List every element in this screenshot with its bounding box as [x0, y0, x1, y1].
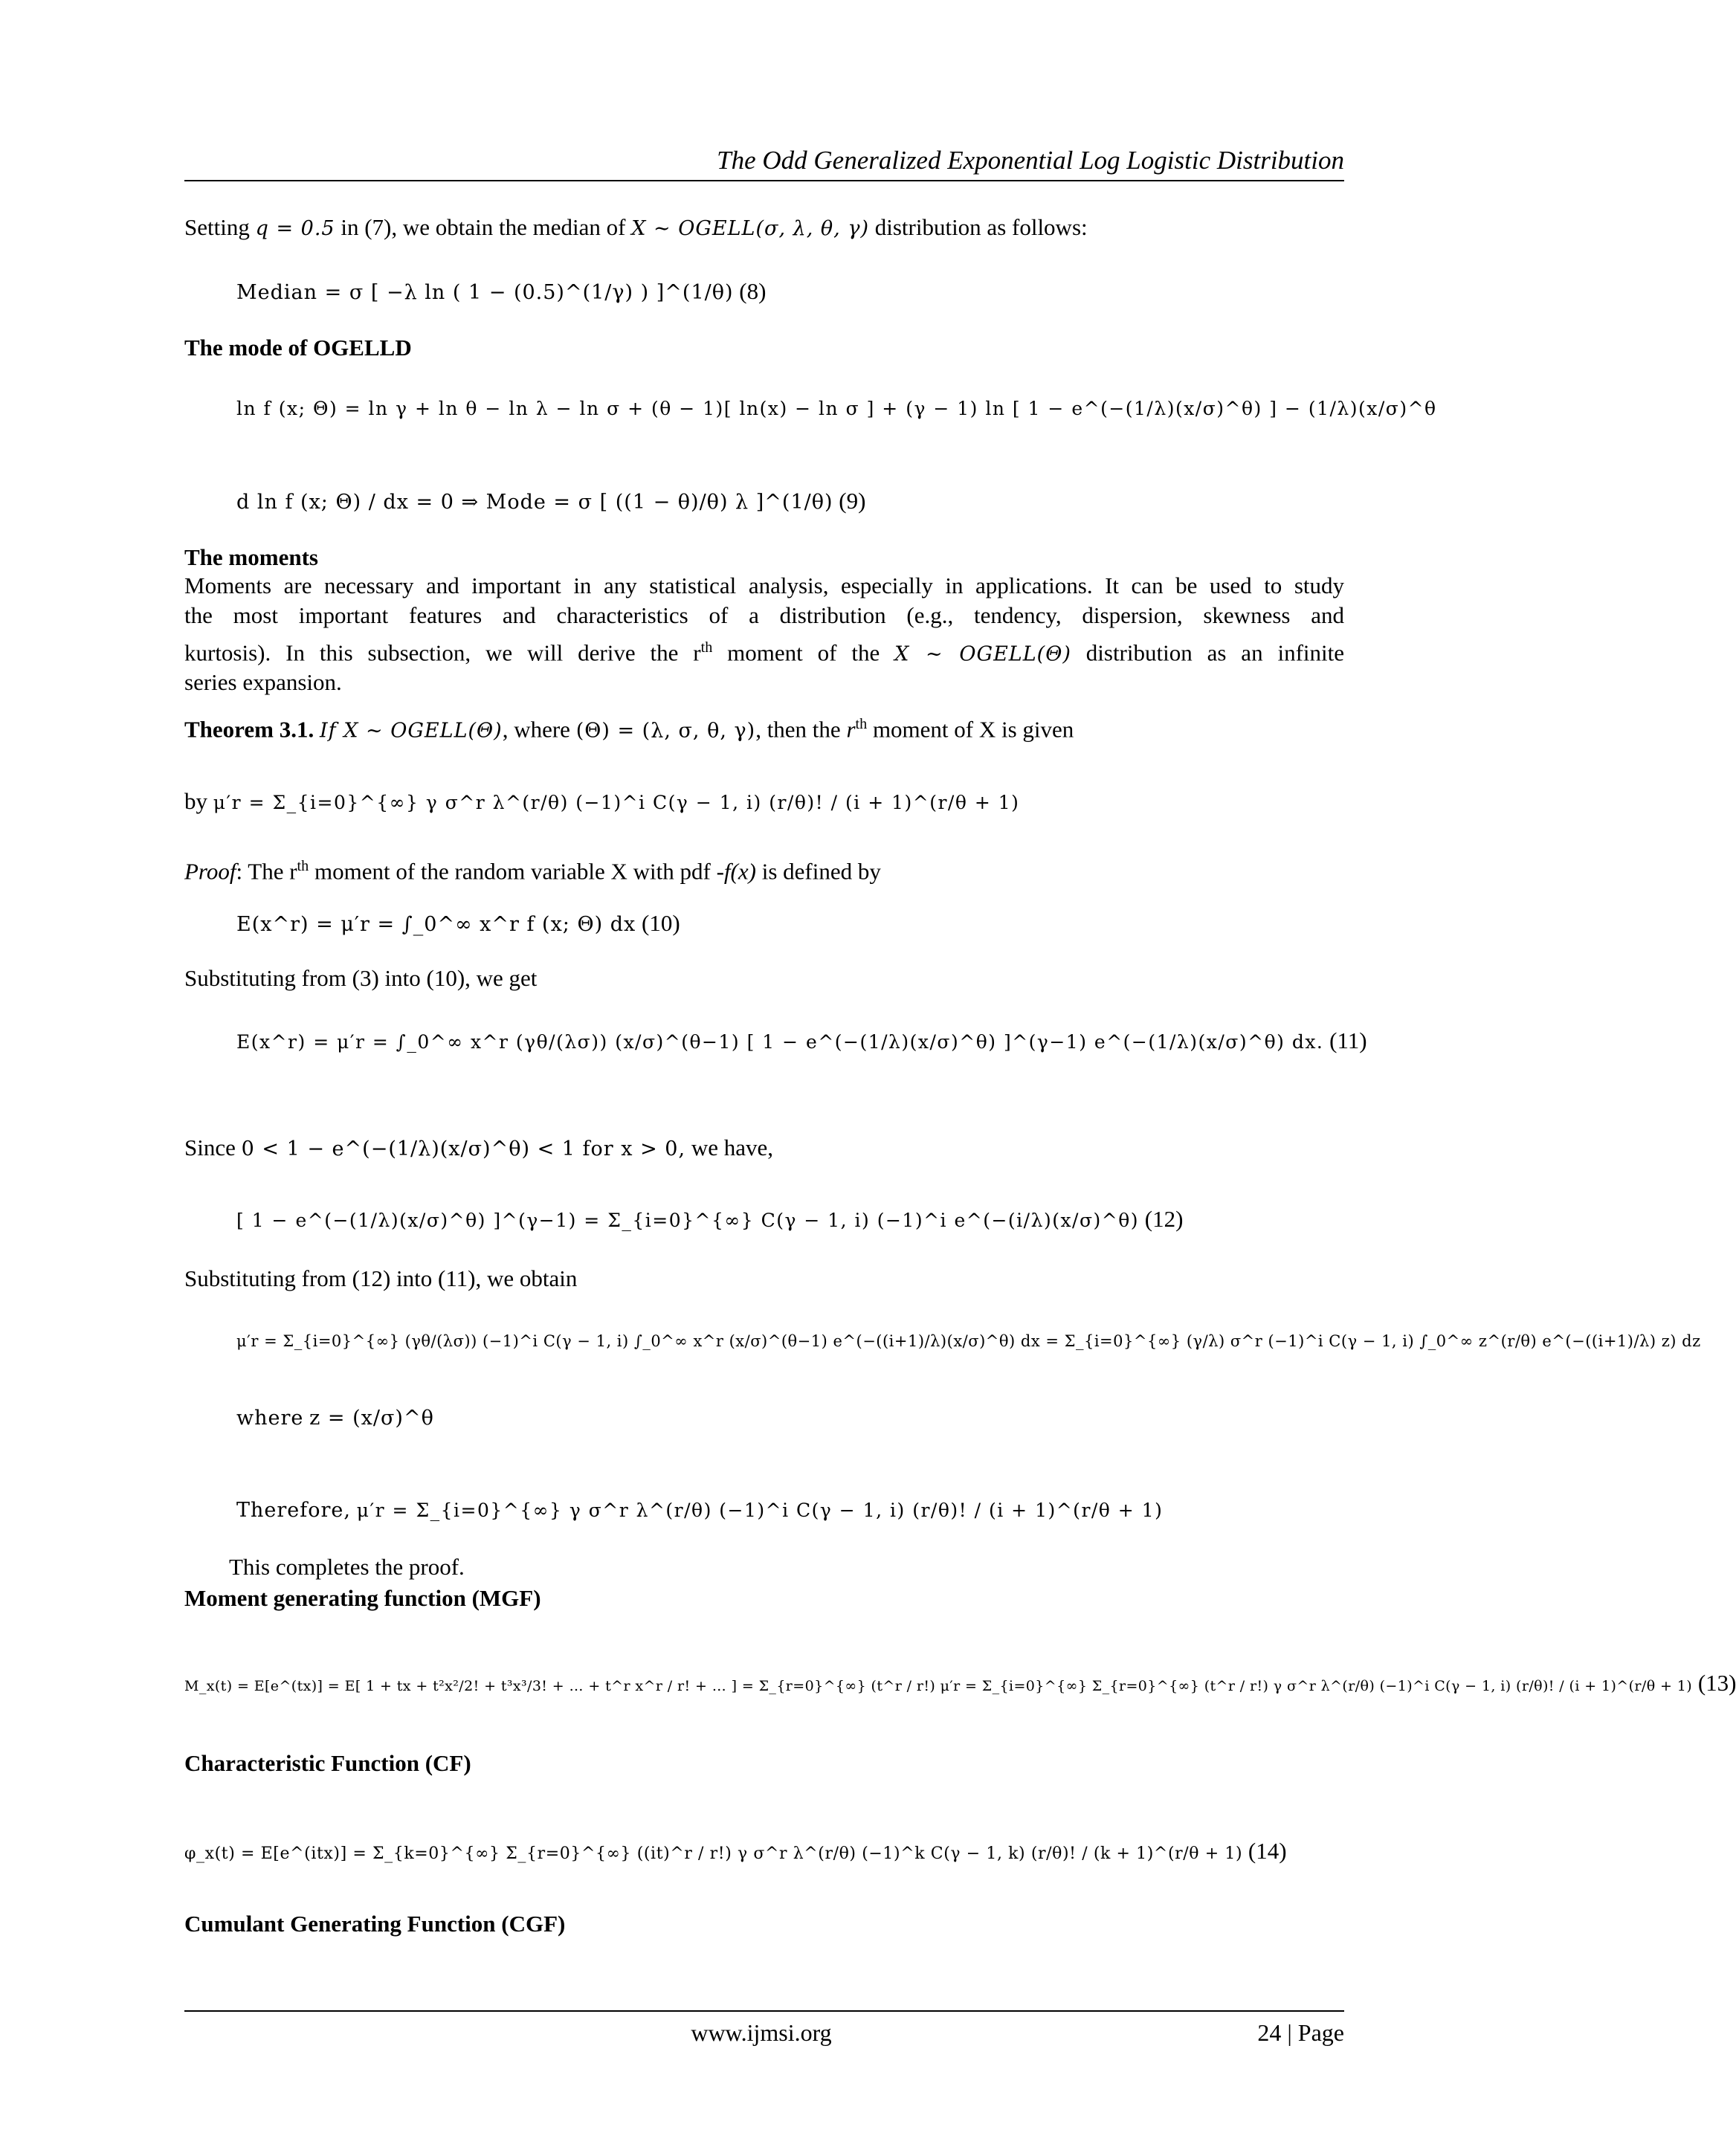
equation-number-9: (9) [839, 488, 866, 514]
proof-end: This completes the proof. [229, 1554, 465, 1580]
moments-para-3-sup: th [700, 639, 713, 656]
mgf-heading: Moment generating function (MGF) [184, 1585, 541, 1611]
equation-number-13: (13) [1697, 1670, 1736, 1696]
since-lead: Since [184, 1134, 236, 1161]
equation-13 [184, 1668, 1736, 1701]
mode-heading: The mode of OGELLD [184, 335, 412, 361]
theorem-statement [184, 709, 1344, 746]
substitution-12-11: Substituting from (12) into (11), we obtain [184, 1265, 578, 1291]
moments-para-3a: kurtosis). In this subsection, we will derive the r [184, 639, 701, 666]
moments-para-3c: distribution as an infinite [1085, 639, 1344, 666]
theorem-where: , where [502, 716, 570, 743]
equation-12-expr: [ 1 − e^(−(1/λ)(x/σ)^θ) ]^(γ−1) = Σ_{i=0}^{∞} C(γ − 1, i) (−1)^i e^(−(i/λ)(x/σ)^θ) [236, 1210, 1140, 1231]
equation-number-11: (11) [1329, 1027, 1367, 1053]
mode-equation-expr: d ln f (x; Θ) / dx = 0 ⇒ Mode = σ [ ((1 − θ)/θ) λ ]^(1/θ) [236, 491, 833, 514]
footer-rule [184, 2010, 1344, 2012]
median-dist-expr: X ∼ OGELL(σ, λ, θ, γ) [631, 217, 869, 240]
where-expr: z = (x/σ)^θ [309, 1407, 434, 1430]
moments-para-line-1: Moments are necessary and important in any statistical analysis, especially in applications. It can be used to study [184, 572, 1344, 598]
moments-para-3-expr: X ∼ OGELL(Θ) [894, 642, 1071, 666]
moments-heading: The moments [184, 544, 318, 570]
theorem-formula [184, 787, 1344, 818]
proof-text-b: moment of the random variable X with pdf [309, 858, 717, 885]
equation-14 [184, 1836, 1344, 1869]
theorem-th: th [855, 716, 868, 732]
median-intro-lead: Setting [184, 214, 250, 240]
therefore-equation [236, 1494, 1344, 1526]
expansion-expr: μ′r = Σ_{i=0}^{∞} (γθ/(λσ)) (−1)^i C(γ − 1, i) ∫_0^∞ x^r (x/σ)^(θ−1) e^(−((i+1)/λ)(x/σ)^θ) dx = Σ_{i=0}^{∞} (γ/λ) σ^r (−1)^i C(γ − 1, i) ∫_0^∞ z^(r/θ) e^(−((i+1)/λ) z) dz [236, 1332, 1701, 1350]
expansion-equation [236, 1326, 1701, 1356]
substitution-3-10: Substituting from (3) into (10), we get [184, 965, 538, 991]
median-intro-mid: in (7), we obtain the median of [341, 214, 626, 240]
proof-text-c: is defined by [755, 858, 881, 885]
log-pdf-expr: ln f (x; Θ) = ln γ + ln θ − ln λ − ln σ + (θ − 1)[ ln(x) − ln σ ] + (γ − 1) ln [ 1 − e^(−(1/λ)(x/σ)^θ) ] − (1/λ)(x/σ)^θ [236, 398, 1437, 419]
since-expr: 0 < 1 − e^(−(1/λ)(x/σ)^θ) < 1 for x > 0, [241, 1137, 686, 1161]
theorem-then-b: moment of X is given [867, 716, 1074, 743]
proof-sup: th [297, 858, 309, 874]
equation-10 [236, 908, 1344, 940]
theorem-label: Theorem 3.1. [184, 716, 314, 743]
where-label: where [236, 1407, 304, 1430]
therefore-label: Therefore, [236, 1499, 351, 1522]
theorem-by: by [184, 788, 207, 814]
median-equation [236, 277, 1344, 308]
running-title: The Odd Generalized Exponential Log Logistic Distribution [717, 146, 1344, 175]
mode-equation [236, 486, 1344, 517]
footer-url: www.ijmsi.org [691, 2019, 832, 2046]
equation-number-10: (10) [642, 910, 680, 936]
moments-para-3b: moment of the [712, 639, 880, 666]
footer-page-number: 24 | Page [1257, 2019, 1344, 2046]
equation-10-expr: E(x^r) = μ′r = ∫_0^∞ x^r f (x; Θ) dx [236, 913, 636, 936]
equation-11-expr: E(x^r) = μ′r = ∫_0^∞ x^r (γθ/(λσ)) (x/σ)^(θ−1) [ 1 − e^(−(1/λ)(x/σ)^θ) ]^(γ−1) e^(−(1/λ)(x/σ)^θ) dx. [236, 1031, 1324, 1053]
proof-intro [184, 851, 1344, 886]
equation-number-12: (12) [1144, 1206, 1184, 1232]
median-equation-expr: Median = σ [ −λ ln ( 1 − (0.5)^(1/γ) ) ]^(1/θ) [236, 281, 734, 304]
therefore-expr: μ′r = Σ_{i=0}^{∞} γ σ^r λ^(r/θ) (−1)^i C(γ − 1, i) (r/θ)! / (i + 1)^(r/θ + 1) [356, 1500, 1164, 1521]
theorem-then-a: , then the [755, 716, 841, 743]
theorem-theta-def: (Θ) = (λ, σ, θ, γ) [575, 719, 756, 743]
proof-pdf: -f(x) [716, 858, 756, 885]
moments-para-line-3 [184, 633, 1344, 669]
median-intro [184, 213, 1344, 244]
equation-12 [236, 1204, 1344, 1236]
equation-number-8: (8) [739, 278, 767, 304]
since-tail: we have, [691, 1134, 773, 1161]
equation-number-14: (14) [1248, 1838, 1287, 1864]
equation-13-expr: M_x(t) = E[e^(tx)] = E[ 1 + tx + t²x²/2! + t³x³/3! + … + t^r x^r / r! + … ] = Σ_{r=0}^{∞} (t^r / r!) μ′r = Σ_{i=0}^{∞} Σ_{r=0}^{∞} (t^r / r!) γ σ^r λ^(r/θ) (−1)^i C(γ − 1, i) (r/θ)! / (i + 1)^(r/θ + 1) [184, 1678, 1693, 1694]
proof-text-a: : The r [236, 858, 297, 885]
cgf-heading: Cumulant Generating Function (CGF) [184, 1911, 566, 1937]
header-rule [184, 180, 1344, 181]
theorem-if: If X ∼ OGELL(Θ) [319, 719, 503, 743]
cf-heading: Characteristic Function (CF) [184, 1750, 471, 1776]
equation-14-expr: φ_x(t) = E[e^(itx)] = Σ_{k=0}^{∞} Σ_{r=0}^{∞} ((it)^r / r!) γ σ^r λ^(r/θ) (−1)^k C(γ − 1, k) (r/θ)! / (k + 1)^(r/θ + 1) [184, 1844, 1243, 1863]
median-q-expr: q = 0.5 [255, 217, 335, 240]
where-equation [236, 1402, 1344, 1433]
moments-para-line-2: the most important features and characteristics of a distribution (e.g., tendency, dispersion, skewness and [184, 602, 1344, 628]
log-pdf-equation [236, 393, 1437, 424]
proof-label: Proof [184, 858, 236, 885]
moments-para-line-4: series expansion. [184, 669, 342, 695]
median-intro-tail: distribution as follows: [874, 214, 1088, 240]
since-line [184, 1133, 1344, 1164]
theorem-formula-expr: μ′r = Σ_{i=0}^{∞} γ σ^r λ^(r/θ) (−1)^i C(γ − 1, i) (r/θ)! / (i + 1)^(r/θ + 1) [213, 792, 1020, 813]
theorem-r: r [846, 716, 856, 743]
equation-11 [236, 1026, 1367, 1057]
